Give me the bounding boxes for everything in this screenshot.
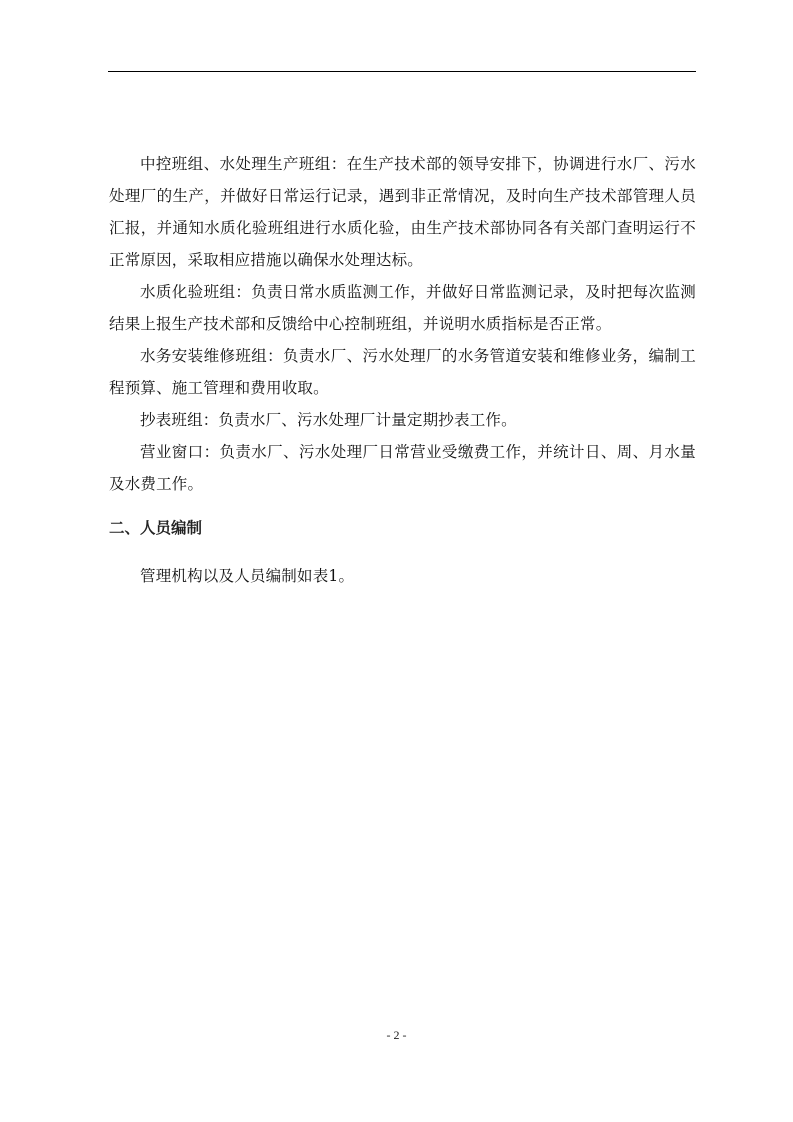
page-number: - 2 - <box>386 1028 407 1042</box>
document-body <box>109 148 696 592</box>
paragraph-meter-reading-team: 抄表班组：负责水厂、污水处理厂计量定期抄表工作。 <box>140 411 517 429</box>
paragraph-control-production-teams: 中控班组、水处理生产班组：在生产技术部的领导安排下，协调进行水厂、污水处理厂的生产，并做好日常运行记录，遇到非正常情况，及时向生产技术部管理人员汇报，并通知水质化验班组进行水质化验，由生产技术部协同各有关部门查明运行不正常原因，采取相应措施以确保水处理达标。 <box>109 155 696 269</box>
header-rule <box>108 71 696 72</box>
paragraph-water-quality-lab-team: 水质化验班组：负责日常水质监测工作，并做好日常监测记录，及时把每次监测结果上报生产技术部和反馈给中心控制班组，并说明水质指标是否正常。 <box>109 283 696 333</box>
paragraph-business-window: 营业窗口：负责水厂、污水处理厂日常营业受缴费工作，并统计日、周、月水量及水费工作。 <box>109 443 696 493</box>
paragraph-installation-maintenance-team: 水务安装维修班组：负责水厂、污水处理厂的水务管道安装和维修业务，编制工程预算、施工管理和费用收取。 <box>109 347 696 397</box>
section-heading-staffing: 二、人员编制 <box>109 518 203 537</box>
paragraph-staffing-table-reference: 管理机构以及人员编制如表1。 <box>140 567 355 585</box>
